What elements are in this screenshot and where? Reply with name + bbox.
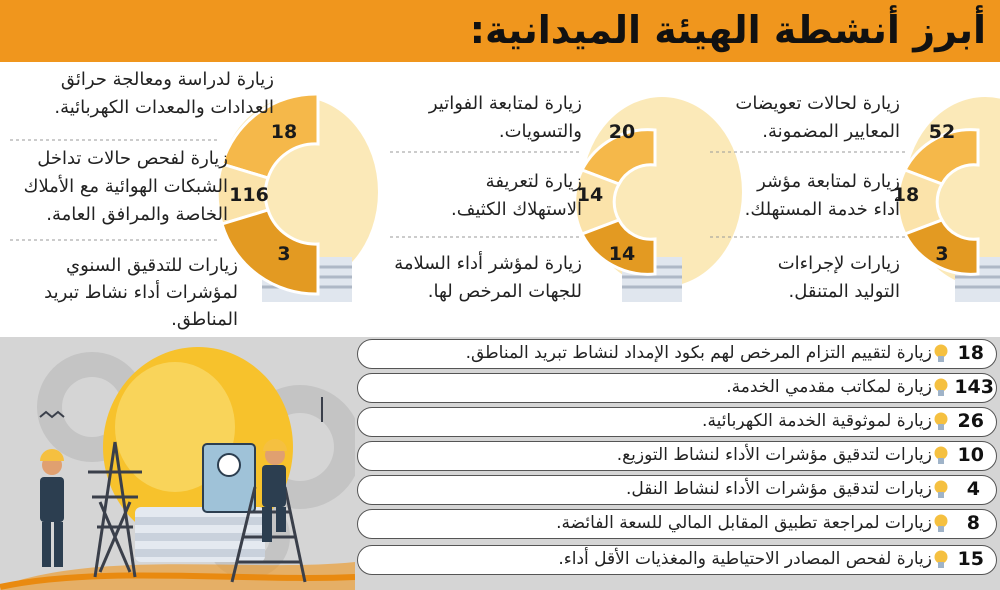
row-value: 18 — [957, 342, 984, 364]
row-value: 10 — [957, 444, 984, 466]
bulb-icon — [934, 344, 948, 364]
value-1-2: 18 — [892, 184, 920, 206]
value-2-3: 14 — [608, 243, 636, 265]
list-item — [357, 545, 997, 575]
list-item — [357, 475, 997, 505]
bulb-icon — [934, 446, 948, 466]
row-text: زيارات لتدقيق مؤشرات الأداء لنشاط التوزيع. — [616, 445, 932, 465]
list-item — [357, 509, 997, 539]
label-1-3: زيارات لإجراءات التوليد المتنقل. — [777, 253, 900, 302]
workers-illustration — [0, 337, 355, 590]
label-3-3: زيارات للتدقيق السنوي لمؤشرات أداء نشاط تبريد المناطق. — [44, 255, 238, 330]
list-item — [357, 339, 997, 369]
value-3-1: 18 — [270, 121, 298, 143]
label-2-2: زيارة لتعريفة الاستهلاك الكثيف. — [450, 171, 582, 220]
label-1-1: زيارة لحالات تعويضات المعايير المضمونة. — [735, 93, 900, 142]
list-item — [357, 407, 997, 437]
value-2-2: 14 — [576, 184, 604, 206]
worker-icon — [40, 449, 64, 567]
value-1-3: 3 — [935, 243, 949, 265]
label-2-1: زيارة لمتابعة الفواتير والتسويات. — [428, 93, 582, 142]
list-item — [357, 373, 997, 403]
value-2-1: 20 — [608, 121, 636, 143]
label-2-3: زيارة لمؤشر أداء السلامة للجهات المرخص لها. — [394, 253, 582, 302]
row-text: زيارات لتدقيق مؤشرات الأداء لنشاط النقل. — [626, 479, 932, 499]
row-text: زيارة لمكاتب مقدمي الخدمة. — [726, 377, 932, 397]
bulb-icon — [934, 378, 948, 398]
row-text: زيارة لموثوقية الخدمة الكهربائية. — [702, 411, 932, 431]
row-text: زيارة لتقييم التزام المرخص لهم بكود الإمداد لنشاط تبريد المناطق. — [465, 343, 932, 363]
row-value: 15 — [957, 548, 984, 570]
row-text: زيارة لفحص المصادر الاحتياطية والمغذيات الأقل أداء. — [558, 549, 932, 569]
bulb-icon — [934, 412, 948, 432]
bulb-icon — [934, 480, 948, 500]
bulb-icon — [934, 514, 948, 534]
page-title: أبرز أنشطة الهيئة الميدانية: — [469, 8, 986, 52]
value-3-2: 116 — [229, 184, 269, 206]
label-1-2: زيارة لمتابعة مؤشر أداء خدمة المستهلك. — [744, 171, 900, 220]
bulb-icon — [934, 550, 948, 570]
header-bar — [0, 0, 1000, 62]
row-text: زيارات لمراجعة تطبيق المقابل المالي للسعة الفائضة. — [556, 513, 932, 533]
list-item — [357, 441, 997, 471]
row-value: 8 — [966, 512, 980, 534]
label-3-2: زيارة لفحص حالات تداخل الشبكات الهوائية مع الأملاك الخاصة والمرافق العامة. — [23, 148, 228, 225]
row-value: 26 — [957, 410, 984, 432]
row-value: 4 — [966, 478, 980, 500]
value-1-1: 52 — [928, 121, 956, 143]
label-3-1: زيارة لدراسة ومعالجة حرائق العدادات والمعدات الكهربائية. — [54, 69, 274, 118]
row-value: 143 — [954, 376, 994, 398]
value-3-3: 3 — [277, 243, 291, 265]
